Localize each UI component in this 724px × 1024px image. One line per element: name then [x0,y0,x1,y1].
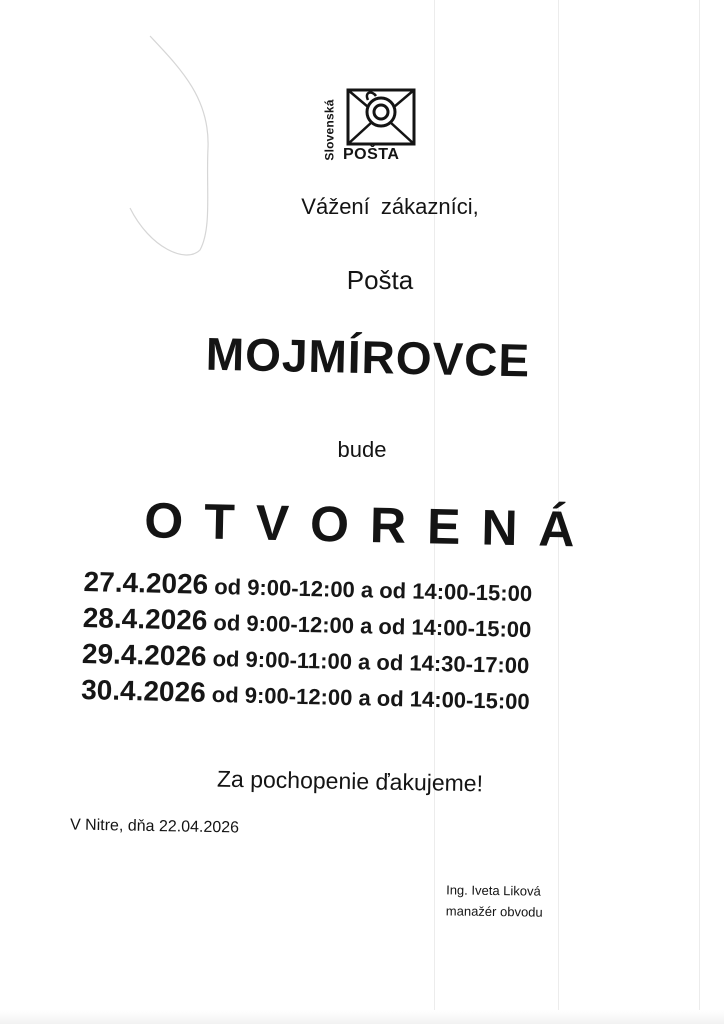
signatory-name: Ing. Iveta Liková [446,882,541,899]
schedule-date: 27.4.2026 [83,566,209,600]
pencil-scribble [120,28,220,268]
schedule-date: 29.4.2026 [81,637,207,672]
greeting: Vážení zákazníci, [301,194,479,219]
thanks-message: Za pochopenie ďakujeme! [216,765,484,797]
schedule-hours: od 9:00-12:00 a od 14:00-15:00 [207,573,533,607]
logo-brand-vertical: Slovenská [323,99,338,161]
logo-brand-name: POŠTA [343,146,400,163]
open-status: OTVORENÁ [143,492,597,558]
will-be-label: bude [337,437,387,462]
opening-schedule [81,566,644,723]
scan-edge [0,1010,724,1024]
schedule-hours: od 9:00-12:00 a od 14:00-15:00 [207,609,532,643]
signatory-title: manažér obvodu [445,903,543,920]
schedule-date: 28.4.2026 [82,601,208,636]
post-horn-envelope-icon [346,88,416,146]
post-label: Pošta [346,265,414,295]
schedule-hours: od 9:00-11:00 a od 14:30-17:00 [206,645,530,679]
signature-block [446,879,543,922]
schedule-hours: od 9:00-12:00 a od 14:00-15:00 [205,681,530,715]
logo-brand-vertical-text [318,96,342,164]
schedule-date: 30.4.2026 [80,673,207,708]
post-office-name: MOJMÍROVCE [205,327,531,387]
place-and-date: V Nitre, dňa 22.04.2026 [69,816,240,837]
